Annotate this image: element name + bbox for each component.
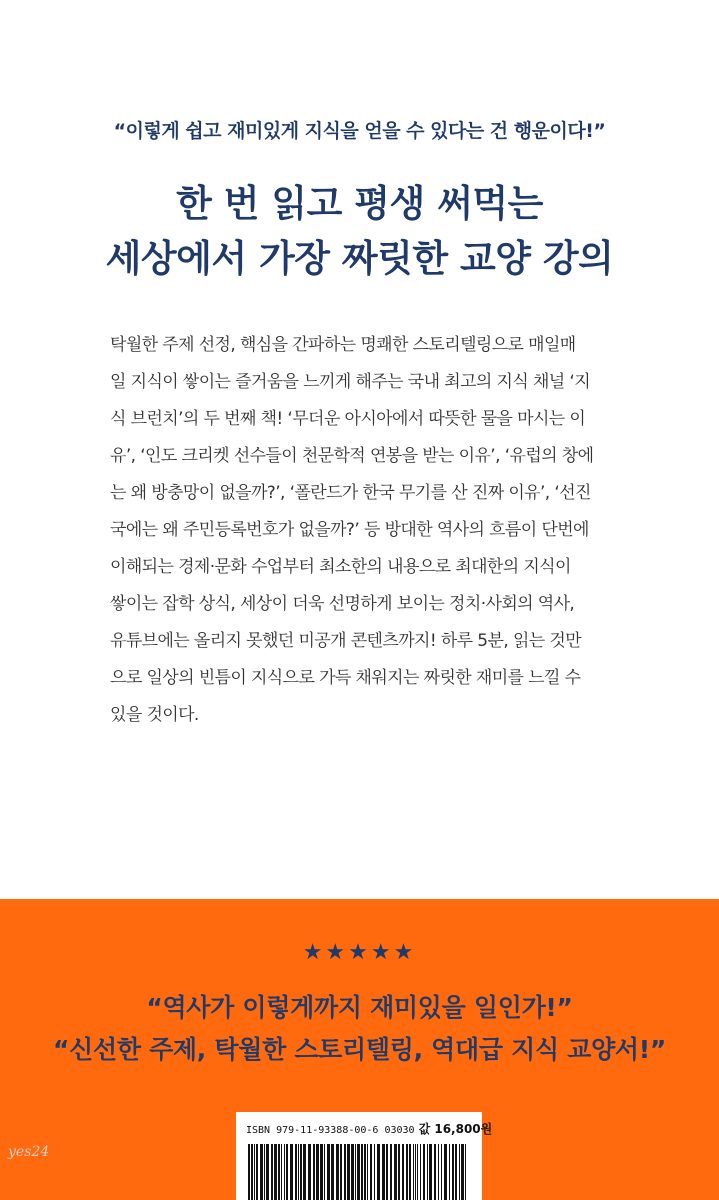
star-rating-icon: ★★★★★ [302,940,417,965]
praise-line-1: “역사가 이렇게까지 재미있을 일인가!” [146,993,573,1022]
price-label: 값 16,800원 [418,1122,493,1136]
description-line: 국에는 왜 주민등록번호가 없을까?’ 등 방대한 역사의 흐름이 단번에 [110,520,589,540]
description-line: 일 지식이 쌓이는 즐거움을 느끼게 해주는 국내 최고의 지식 채널 ‘지 [110,372,591,392]
description-line: 으로 일상의 빈틈이 지식으로 가득 채워지는 짜릿한 재미를 느낄 수 [110,668,581,688]
description-line: 이해되는 경제·문화 수업부터 최소한의 내용으로 최대한의 지식이 [110,557,571,577]
description-line: 탁월한 주제 선정, 핵심을 간파하는 명쾌한 스토리텔링으로 매일매 [110,335,576,355]
headline-line-2: 세상에서 가장 짜릿한 교양 강의 [105,237,614,280]
description-line: 유튜브에는 올리지 못했던 미공개 콘텐츠까지! 하루 5분, 읽는 것만 [110,631,582,651]
isbn-barcode-box [236,1112,493,1200]
isbn-line [246,1120,493,1137]
description-line: 있을 것이다. [110,705,199,725]
orange-footer-panel [0,899,719,1200]
headline-line-1: 한 번 읽고 평생 써먹는 [176,182,543,225]
description-line: 는 왜 방충망이 없을까?’, ‘폴란드가 한국 무기를 산 진짜 이유’, ‘선진 [110,483,591,503]
isbn-number: ISBN 979-11-93388-00-6 03030 [246,1125,415,1136]
watermark-logo: yes24 [8,1144,50,1160]
praise-line-2: “신선한 주제, 탁월한 스토리텔링, 역대급 지식 교양서!” [52,1035,667,1064]
top-quote: “이렇게 쉽고 재미있게 지식을 얻을 수 있다는 건 행운이다!” [113,120,606,142]
description-text [110,327,620,734]
description-line: 유’, ‘인도 크리켓 선수들이 천문학적 연봉을 받는 이유’, ‘유럽의 창에 [110,446,594,466]
description-line: 식 브런치’의 두 번째 책! ‘무더운 아시아에서 따뜻한 물을 마시는 이 [110,409,586,429]
headline [0,176,719,286]
praise-quotes [0,987,719,1071]
barcode-icon [246,1144,472,1200]
description-line: 쌓이는 잡학 상식, 세상이 더욱 선명하게 보이는 정치·사회의 역사, [110,594,575,614]
